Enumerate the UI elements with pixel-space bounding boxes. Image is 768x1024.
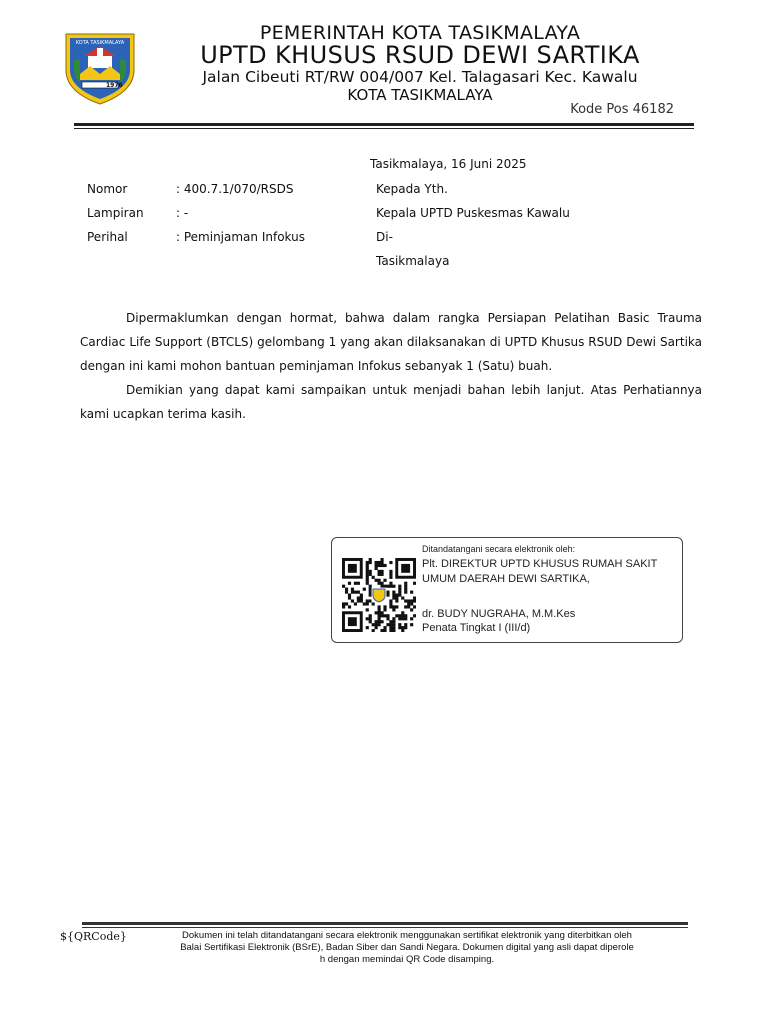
footer-rule-thick — [82, 922, 688, 925]
qr-code-icon — [342, 558, 416, 632]
signature-caption: Ditandatangani secara elektronik oleh: — [422, 544, 576, 554]
city-logo — [60, 26, 140, 106]
meta-label-nomor: Nomor — [87, 182, 128, 196]
postal-code: Kode Pos 46182 — [570, 102, 674, 117]
meta-value-nomor: : 400.7.1/070/RSDS — [176, 182, 294, 196]
logo-text: KOTA TASIKMALAYA — [75, 40, 125, 46]
footer-rule-thin — [82, 927, 688, 928]
letterhead-rule-thick — [74, 123, 694, 126]
recipient-line-3: Di- — [376, 230, 393, 244]
signer-position-line-1: Plt. DIREKTUR UPTD KHUSUS RUMAH SAKIT — [422, 558, 658, 570]
footer-line-1: Dokumen ini telah ditandatangani secara elektronik menggunakan sertifikat elektronik yang diterbitkan oleh — [182, 930, 632, 941]
meta-label-lampiran: Lampiran — [87, 206, 144, 220]
signer-rank: Penata Tingkat I (III/d) — [422, 622, 531, 634]
institution-name: UPTD KHUSUS RSUD DEWI SARTIKA — [200, 41, 640, 69]
meta-value-perihal: : Peminjaman Infokus — [176, 230, 305, 244]
letter-body — [80, 306, 702, 426]
meta-label-perihal: Perihal — [87, 230, 128, 244]
signer-position-line-2: UMUM DAERAH DEWI SARTIKA, — [422, 573, 590, 585]
body-paragraph-1: Dipermaklumkan dengan hormat, bahwa dalam rangka Persiapan Pelatihan Basic Trauma Cardiac Life Support (BTCLS) gelombang 1 yang akan dilaksanakan di UPTD Khusus RSUD Dewi Sartika dengan ini kami mohon bantuan peminjaman Infokus sebanyak 1 (Satu) buah. — [80, 311, 702, 373]
body-paragraph-2: Demikian yang dapat kami sampaikan untuk menjadi bahan lebih lanjut. Atas Perhatiannya kami ucapkan terima kasih. — [80, 383, 702, 421]
logo-number: 1976 — [106, 82, 123, 89]
signer-name: dr. BUDY NUGRAHA, M.M.Kes — [422, 608, 576, 620]
city-line: KOTA TASIKMALAYA — [347, 86, 493, 104]
recipient-line-2: Kepala UPTD Puskesmas Kawalu — [376, 206, 570, 220]
recipient-line-4: Tasikmalaya — [376, 254, 450, 268]
footer-disclaimer — [134, 930, 680, 966]
electronic-signature-box — [331, 537, 683, 643]
government-name: PEMERINTAH KOTA TASIKMALAYA — [259, 22, 581, 44]
footer-qr-placeholder: ${QRCode} — [60, 930, 127, 943]
letter-date: Tasikmalaya, 16 Juni 2025 — [370, 157, 527, 171]
footer-line-3: h dengan memindai QR Code disamping. — [319, 954, 495, 965]
meta-value-lampiran: : - — [176, 206, 189, 220]
recipient-line-1: Kepada Yth. — [376, 182, 448, 196]
address-line: Jalan Cibeuti RT/RW 004/007 Kel. Talagasari Kec. Kawalu — [202, 68, 638, 86]
footer-line-2: Balai Sertifikasi Elektronik (BSrE), Badan Siber dan Sandi Negara. Dokumen digital yang asli dapat diperole — [180, 942, 634, 953]
letterhead-rule-thin — [74, 128, 694, 129]
